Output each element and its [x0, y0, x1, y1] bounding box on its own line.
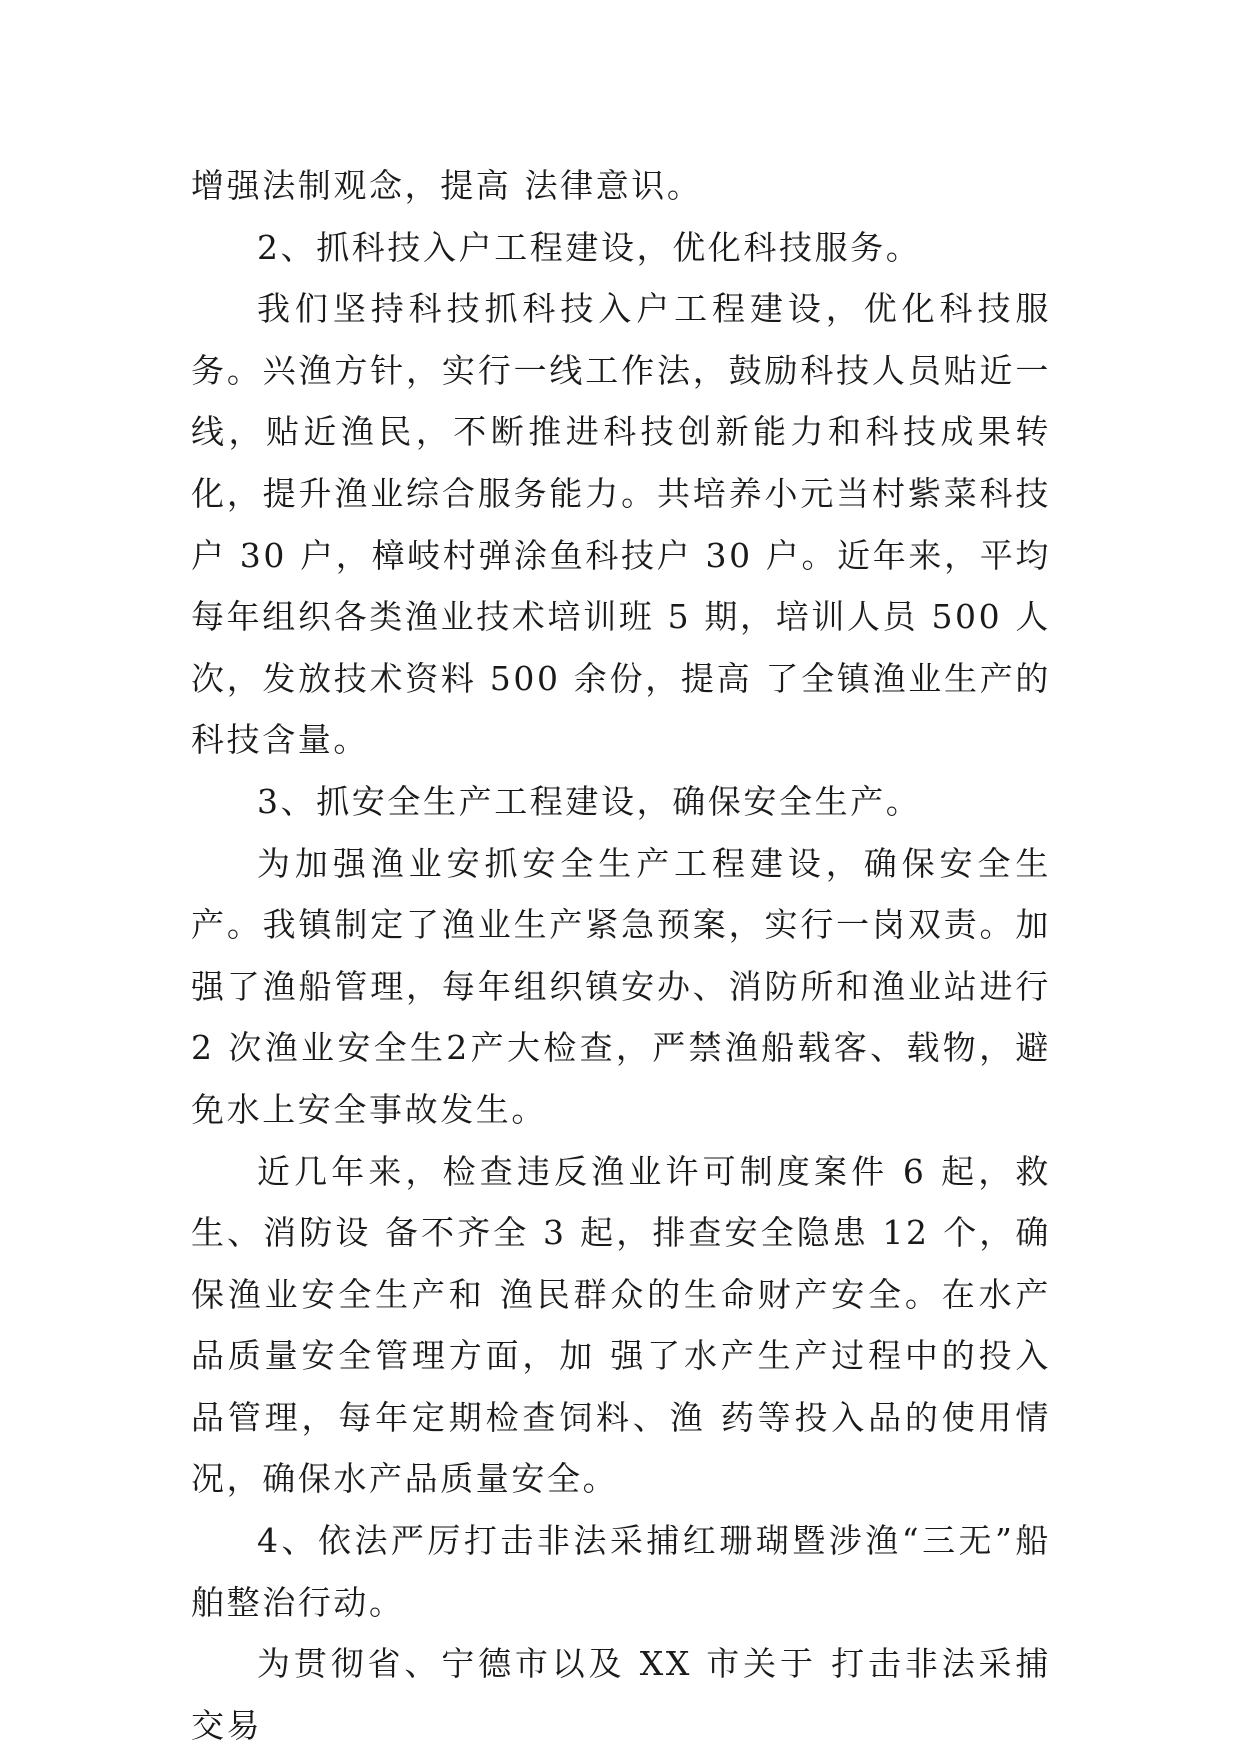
- paragraph-inspections: 近几年来，检查违反渔业许可制度案件 6 起，救生、消防设 备不齐全 3 起，排查安全隐患 12 个，确保渔业安全生产和 渔民群众的生命财产安全。在水产品质量安全管理方面，加 强了水产生产过程中的投入品管理，每年定期检查饲料、渔 药等投入品的使用情况，确保水产品质量安全。: [191, 1151, 1051, 1499]
- paragraph-tech-services: 我们坚持科技抓科技入户工程建设，优化科技服务。兴渔方针，实行一线工作法，鼓励科技人员贴近一线，贴近渔民，不断推进科技创新能力和科技成果转化，提升渔业综合服务能力。共培养小元当村紫菜科技户 30 户，樟岐村弹涂鱼科技户 30 户。近年来，平均每年组织各类渔业技术培训班 5 期，培训人员 500 人次，发放技术资料 500 余份，提高 了全镇渔业生产的科技含量。: [191, 289, 1051, 760]
- heading-safety-production: 3、抓安全生产工程建设，确保安全生产。: [257, 781, 922, 821]
- paragraph-safety-measures: 为加强渔业安抓安全生产工程建设，确保安全生产。我镇制定了渔业生产紧急预案，实行一岗双责。加强了渔船管理，每年组织镇安办、消防所和渔业站进行 2 次渔业安全生2产大检查，严禁渔船载客、载物，避免水上安全事故发生。: [191, 843, 1051, 1129]
- paragraph-legal-awareness: 增强法制观念，提高 法律意识。: [191, 166, 703, 205]
- heading-coral-crackdown: 4、依法严厉打击非法采捕红珊瑚暨涉渔“三无”船舶整治行动。: [191, 1521, 1051, 1622]
- heading-tech-households: 2、抓科技入户工程建设，优化科技服务。: [257, 227, 922, 267]
- paragraph-coral-crackdown: 为贯彻省、宁德市以及 XX 市关于 打击非法采捕交易: [191, 1644, 1051, 1745]
- document-body: [191, 155, 1051, 1756]
